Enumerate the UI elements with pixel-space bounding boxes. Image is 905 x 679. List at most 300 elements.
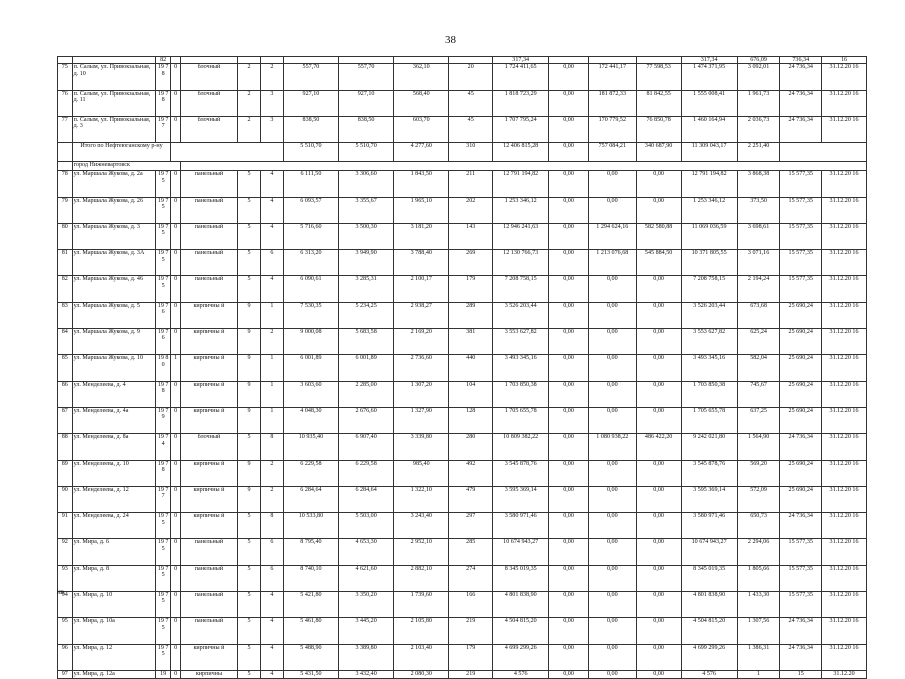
entrances-cell: 2 [260,64,283,90]
living-area-cell: 4 653,30 [339,539,394,565]
cost-total-cell: 317,34 [493,57,549,64]
row-number-cell: 75 [58,64,73,90]
table-row [58,565,867,591]
fund-support-cell: 0,00 [549,486,589,512]
budget-cell: 0,00 [588,381,636,407]
budget-cell: 0,00 [588,460,636,486]
cost-total-cell: 3 580 971,46 [493,513,549,539]
deadline-cell: 31.12.20 16 [822,276,867,302]
floors-cell: 5 [238,434,261,460]
fund-support-cell: 0,00 [549,539,589,565]
cost-total-cell: 12 791 194,82 [493,171,549,197]
cost-total-cell: 12 406 815,28 [493,143,549,162]
floors-cell: 9 [238,355,261,381]
residents-count-cell: 104 [449,381,493,407]
limit-cost-cell: 15 577,35 [780,539,822,565]
address-cell: ул. Мира, д. 12 [72,644,155,670]
entrances-cell: 6 [260,565,283,591]
fund-support-cell: 0,00 [549,302,589,328]
address-cell: ул. Мира, д. 10а [72,618,155,644]
residents-count-cell: 285 [449,539,493,565]
unit-cost-cell: 2 294,06 [737,539,780,565]
year-cell: 19 78 [155,64,171,90]
residents-area-cell: 2 736,60 [394,355,449,381]
budget-cell: 757 084,21 [588,143,636,162]
budget-cell: 170 779,52 [588,117,636,143]
table-row [58,223,867,249]
budget-cell: 0,00 [588,513,636,539]
residents-area-cell: 1 307,20 [394,381,449,407]
address-cell: ул. Менделеева, д. 8а [72,434,155,460]
entrances-cell: 8 [260,434,283,460]
row-number-cell: 89 [58,460,73,486]
wall-material-cell: панельный [180,592,237,618]
local-budget-cell: 0,00 [636,565,681,591]
address-cell: п. Салым, ул. Привокзальная, д. 3 [72,117,155,143]
owners-funds-cell: 11 309 043,17 [681,143,737,162]
year-cell: 19 76 [155,329,171,355]
residents-area-cell: 1 739,60 [394,592,449,618]
flag-cell: 0 [171,64,180,90]
address-cell: ул. Мира, д. 8 [72,565,155,591]
entrances-cell: 1 [260,407,283,433]
address-cell: ул. Менделеева, д. 4 [72,381,155,407]
total-area-cell: 5 421,80 [283,592,338,618]
table-row [58,329,867,355]
address-cell: ул. Менделеева, д. 10 [72,460,155,486]
owners-funds-cell: 9 242 021,80 [681,434,737,460]
total-area-cell: 10 533,80 [283,513,338,539]
owners-funds-cell: 4 576 [681,670,737,678]
owners-funds-cell: 3 553 627,82 [681,329,737,355]
row-number-cell: 78 [58,171,73,197]
owners-funds-cell: 7 208 758,15 [681,276,737,302]
unit-cost-cell: 1 961,73 [737,90,780,116]
year-cell: 19 75 [155,223,171,249]
total-area-cell: 3 603,60 [283,381,338,407]
table-row [58,355,867,381]
floors-cell: 5 [238,539,261,565]
unit-cost-cell: 2 036,73 [737,117,780,143]
local-budget-cell: 0,00 [636,486,681,512]
limit-cost-cell: 15 [780,670,822,678]
owners-funds-cell: 1 705 655,78 [681,407,737,433]
deadline-cell: 31.12.20 16 [822,223,867,249]
total-area-cell: 5 488,90 [283,644,338,670]
row-number-cell: 88 [58,434,73,460]
total-label: Итого по Нефтеюганскому р-ну [72,143,171,162]
living-area-cell: 927,10 [339,90,394,116]
residents-area-cell: 2 105,80 [394,618,449,644]
local-budget-cell: 340 687,90 [636,143,681,162]
row-number-cell: 83 [58,302,73,328]
limit-cost-cell: 25 690,24 [780,407,822,433]
cost-total-cell: 3 526 203,44 [493,302,549,328]
entrances-cell: 6 [260,539,283,565]
flag-cell: 0 [171,486,180,512]
year-cell: 19 75 [155,618,171,644]
limit-cost-cell: 24 736,34 [780,64,822,90]
cost-total-cell: 4 576 [493,670,549,678]
row-number-cell: 79 [58,197,73,223]
year-cell: 19 75 [155,276,171,302]
budget-cell: 0,00 [588,329,636,355]
deadline-cell: 31.12.20 16 [822,355,867,381]
cost-total-cell: 3 545 878,76 [493,460,549,486]
wall-material-cell: кирпичны й [180,513,237,539]
unit-cost-cell: 637,25 [737,407,780,433]
living-area-cell: 3 306,60 [339,171,394,197]
table-row [58,513,867,539]
living-area-cell: 3 355,67 [339,197,394,223]
owners-funds-cell: 3 526 203,44 [681,302,737,328]
entrances-cell: 8 [260,513,283,539]
residents-count-cell: 179 [449,276,493,302]
flag-cell: 0 [171,460,180,486]
living-area-cell: 3 500,30 [339,223,394,249]
entrances-cell: 4 [260,670,283,678]
residents-area-cell: 603,70 [394,117,449,143]
city-heading: город Нижневартовск [72,162,180,171]
floors-cell: 2 [238,90,261,116]
table-row [58,434,867,460]
unit-cost-cell: 676,09 [737,57,780,64]
residents-count-cell: 280 [449,434,493,460]
unit-cost-cell: 1 564,90 [737,434,780,460]
living-area-cell: 5 503,00 [339,513,394,539]
fund-support-cell: 0,00 [549,434,589,460]
unit-cost-cell: 3 868,38 [737,171,780,197]
residents-count-cell: 219 [449,670,493,678]
entrances-cell: 4 [260,644,283,670]
unit-cost-cell: 3 698,61 [737,223,780,249]
wall-material-cell: панельный [180,565,237,591]
owners-funds-cell: 3 545 878,76 [681,460,737,486]
total-area-cell: 5 510,70 [283,143,338,162]
unit-cost-cell: 3 092,01 [737,64,780,90]
total-area-cell: 838,50 [283,117,338,143]
living-area-cell: 5 510,70 [339,143,394,162]
residents-count-cell: 274 [449,565,493,591]
flag-cell: 0 [171,381,180,407]
total-area-cell: 6 229,58 [283,460,338,486]
local-budget-cell: 0,00 [636,644,681,670]
wall-material-cell: блочный [180,64,237,90]
deadline-cell: 31.12.20 16 [822,434,867,460]
year-cell: 19 [155,670,171,678]
residents-area-cell: 3 243,40 [394,513,449,539]
cost-total-cell: 12 946 241,63 [493,223,549,249]
address-cell: ул. Мира, д. 6 [72,539,155,565]
limit-cost-cell: 25 690,24 [780,460,822,486]
total-row [58,143,867,162]
entrances-cell: 3 [260,117,283,143]
fund-support-cell: 0,00 [549,644,589,670]
local-budget-cell: 0,00 [636,197,681,223]
table-row [58,171,867,197]
entrances-cell: 2 [260,329,283,355]
residents-area-cell: 1 965,10 [394,197,449,223]
living-area-cell: 3 350,20 [339,592,394,618]
row-number-cell: 84 [58,329,73,355]
living-area-cell: 2 676,60 [339,407,394,433]
deadline-cell: 31.12.20 16 [822,592,867,618]
wall-material-cell: кирпичны й [180,407,237,433]
cost-total-cell: 4 699 299,26 [493,644,549,670]
deadline-cell: 16 [822,57,867,64]
floors-cell: 5 [238,592,261,618]
living-area-cell: 6 001,89 [339,355,394,381]
limit-cost-cell: 24 736,34 [780,434,822,460]
flag-cell: 0 [171,90,180,116]
limit-cost-cell: 24 736,34 [780,618,822,644]
residents-area-cell: 568,40 [394,90,449,116]
wall-material-cell: блочный [180,117,237,143]
budget-cell: 181 872,33 [588,90,636,116]
wall-material-cell: панельный [180,618,237,644]
owners-funds-cell: 12 791 194,82 [681,171,737,197]
flag-cell: 0 [171,197,180,223]
row-number-cell: 91 [58,513,73,539]
total-area-cell: 8 740,10 [283,565,338,591]
local-budget-cell: 0,00 [636,618,681,644]
budget-cell: 1 294 624,16 [588,223,636,249]
row-number-cell: 81 [58,250,73,276]
year-cell: 19 80 [155,355,171,381]
unit-cost-cell: 1 805,66 [737,565,780,591]
residents-area-cell: 2 938,27 [394,302,449,328]
floors-cell: 5 [238,171,261,197]
fund-support-cell: 0,00 [549,117,589,143]
table-row [58,486,867,512]
limit-cost-cell: 15 577,35 [780,171,822,197]
total-area-cell: 6 090,61 [283,276,338,302]
residents-count-cell: 166 [449,592,493,618]
wall-material-cell: кирпичны й [180,460,237,486]
limit-cost-cell: 25 690,24 [780,486,822,512]
local-budget-cell: 77 598,53 [636,64,681,90]
local-budget-cell: 81 842,55 [636,90,681,116]
wall-material-cell: панельный [180,539,237,565]
residents-count-cell: 202 [449,197,493,223]
entrances-cell: 4 [260,171,283,197]
unit-cost-cell: 3 071,16 [737,250,780,276]
floors-cell: 9 [238,460,261,486]
table-row [58,302,867,328]
year-cell: 19 75 [155,565,171,591]
local-budget-cell: 0,00 [636,276,681,302]
flag-cell: 0 [171,565,180,591]
living-area-cell: 2 285,00 [339,381,394,407]
living-area-cell: 557,70 [339,64,394,90]
limit-cost-cell: 24 736,34 [780,644,822,670]
total-area-cell: 7 530,35 [283,302,338,328]
entrances-cell: 4 [260,276,283,302]
local-budget-cell: 0,00 [636,302,681,328]
cost-total-cell: 7 208 758,15 [493,276,549,302]
unit-cost-cell: 582,04 [737,355,780,381]
local-budget-cell: 0,00 [636,460,681,486]
fund-support-cell: 0,00 [549,276,589,302]
total-area-cell: 557,70 [283,64,338,90]
table-row [58,197,867,223]
deadline-cell: 31.12.20 16 [822,539,867,565]
cost-total-cell: 3 553 627,82 [493,329,549,355]
limit-cost-cell: 25 690,24 [780,355,822,381]
unit-cost-cell: 1 307,56 [737,618,780,644]
entrances-cell: 1 [260,355,283,381]
table-row [58,670,867,678]
address-cell: ул. Маршала Жукова, д. 3 [72,223,155,249]
unit-cost-cell: 569,20 [737,460,780,486]
budget-cell: 0,00 [588,618,636,644]
wall-material-cell: кирпичны й [180,302,237,328]
residents-count-cell: 211 [449,171,493,197]
residents-count-cell: 381 [449,329,493,355]
table-row [58,460,867,486]
flag-cell: 0 [171,407,180,433]
residents-area-cell: 1 327,90 [394,407,449,433]
wall-material-cell: панельный [180,171,237,197]
row-number-cell: 87 [58,407,73,433]
deadline-cell: 31.12.20 16 [822,565,867,591]
wall-material-cell: панельный [180,276,237,302]
deadline-cell: 31.12.20 16 [822,90,867,116]
local-budget-cell: 0,00 [636,513,681,539]
cost-total-cell: 12 130 766,73 [493,250,549,276]
table-row [58,117,867,143]
total-area-cell: 927,10 [283,90,338,116]
residents-area-cell: 2 103,40 [394,644,449,670]
budget-cell: 0,00 [588,644,636,670]
local-budget-cell: 582 580,88 [636,223,681,249]
owners-funds-cell: 4 699 299,26 [681,644,737,670]
year-cell: 19 75 [155,171,171,197]
table-row [58,407,867,433]
table-row [58,250,867,276]
year-cell: 19 77 [155,486,171,512]
residents-count-cell: 179 [449,644,493,670]
unit-cost-cell: 745,67 [737,381,780,407]
flag-cell: 0 [171,302,180,328]
wall-material-cell: блочный [180,90,237,116]
fund-support-cell: 0,00 [549,407,589,433]
floors-cell: 9 [238,381,261,407]
residents-area-cell: 2 169,20 [394,329,449,355]
floors-cell: 5 [238,565,261,591]
flag-cell: 1 [171,355,180,381]
living-area-cell: 3 432,40 [339,670,394,678]
deadline-cell: 31.12.20 16 [822,486,867,512]
cost-total-cell: 1 703 850,38 [493,381,549,407]
row-number-cell [58,143,73,162]
budget-cell: 0,00 [588,197,636,223]
residents-area-cell: 3 181,20 [394,223,449,249]
flag-cell: 0 [171,592,180,618]
floors-cell: 5 [238,644,261,670]
deadline-cell: 31.12.20 16 [822,513,867,539]
budget-cell: 1 213 076,68 [588,250,636,276]
address-cell: ул. Маршала Жукова, д. 9 [72,329,155,355]
unit-cost-cell: 1 433,30 [737,592,780,618]
table-row [58,64,867,90]
owners-funds-cell: 11 069 036,59 [681,223,737,249]
fund-support-cell: 0,00 [549,513,589,539]
total-area-cell: 6 111,50 [283,171,338,197]
row-number-cell: 94 [58,592,73,618]
floors-cell: 5 [238,618,261,644]
unit-cost-cell: 2 194,24 [737,276,780,302]
floors-cell: 5 [238,250,261,276]
table-row [58,276,867,302]
row-number-cell: 92 [58,539,73,565]
limit-cost-cell: 25 690,24 [780,329,822,355]
cost-total-cell: 8 345 019,35 [493,565,549,591]
residents-count-cell: 289 [449,302,493,328]
deadline-cell: 31.12.20 16 [822,460,867,486]
flag-cell: 0 [171,329,180,355]
unit-cost-cell: 650,73 [737,513,780,539]
flag-cell: 0 [171,276,180,302]
total-area-cell: 5 716,60 [283,223,338,249]
fund-support-cell: 0,00 [549,565,589,591]
total-area-cell: 5 461,80 [283,618,338,644]
flag-cell: 0 [171,171,180,197]
owners-funds-cell: 3 493 345,16 [681,355,737,381]
cost-total-cell: 3 493 345,16 [493,355,549,381]
address-cell: ул. Маршала Жукова, д. 5 [72,302,155,328]
residents-count-cell: 269 [449,250,493,276]
year-cell: 19 78 [155,381,171,407]
flag-cell: 0 [171,670,180,678]
residents-area-cell: 1 843,50 [394,171,449,197]
cost-total-cell: 10 809 382,22 [493,434,549,460]
limit-cost-cell: 24 736,34 [780,117,822,143]
residents-area-cell: 3 339,80 [394,434,449,460]
local-budget-cell: 0,00 [636,592,681,618]
row-number-cell: 97 [58,670,73,678]
budget-cell: 0,00 [588,407,636,433]
total-area-cell: 6 284,64 [283,486,338,512]
limit-cost-cell: 15 577,35 [780,250,822,276]
fund-support-cell: 0,00 [549,223,589,249]
floors-cell: 2 [238,117,261,143]
floors-cell: 9 [238,486,261,512]
residents-count-cell: 45 [449,90,493,116]
flag-cell: 0 [171,644,180,670]
residents-count-cell: 128 [449,407,493,433]
entrances-cell: 2 [260,460,283,486]
owners-funds-cell: 1 253 346,12 [681,197,737,223]
row-number-cell: 85 [58,355,73,381]
budget-cell: 0,00 [588,565,636,591]
total-area-cell: 8 795,40 [283,539,338,565]
total-area-cell: 6 093,57 [283,197,338,223]
fund-support-cell: 0,00 [549,90,589,116]
entrances-cell: 4 [260,618,283,644]
total-area-cell: 6 313,20 [283,250,338,276]
row-number-cell: 96 [58,644,73,670]
floors-cell: 9 [238,407,261,433]
owners-funds-cell: 4 504 815,20 [681,618,737,644]
residents-count-cell: 45 [449,117,493,143]
residents-area-cell: 2 100,17 [394,276,449,302]
footer-mark: нв [57,588,65,596]
address-cell: ул. Менделеева, д. 12 [72,486,155,512]
address-cell: ул. Мира, д. 12а [72,670,155,678]
living-area-cell: 6 284,64 [339,486,394,512]
living-area-cell: 6 229,58 [339,460,394,486]
